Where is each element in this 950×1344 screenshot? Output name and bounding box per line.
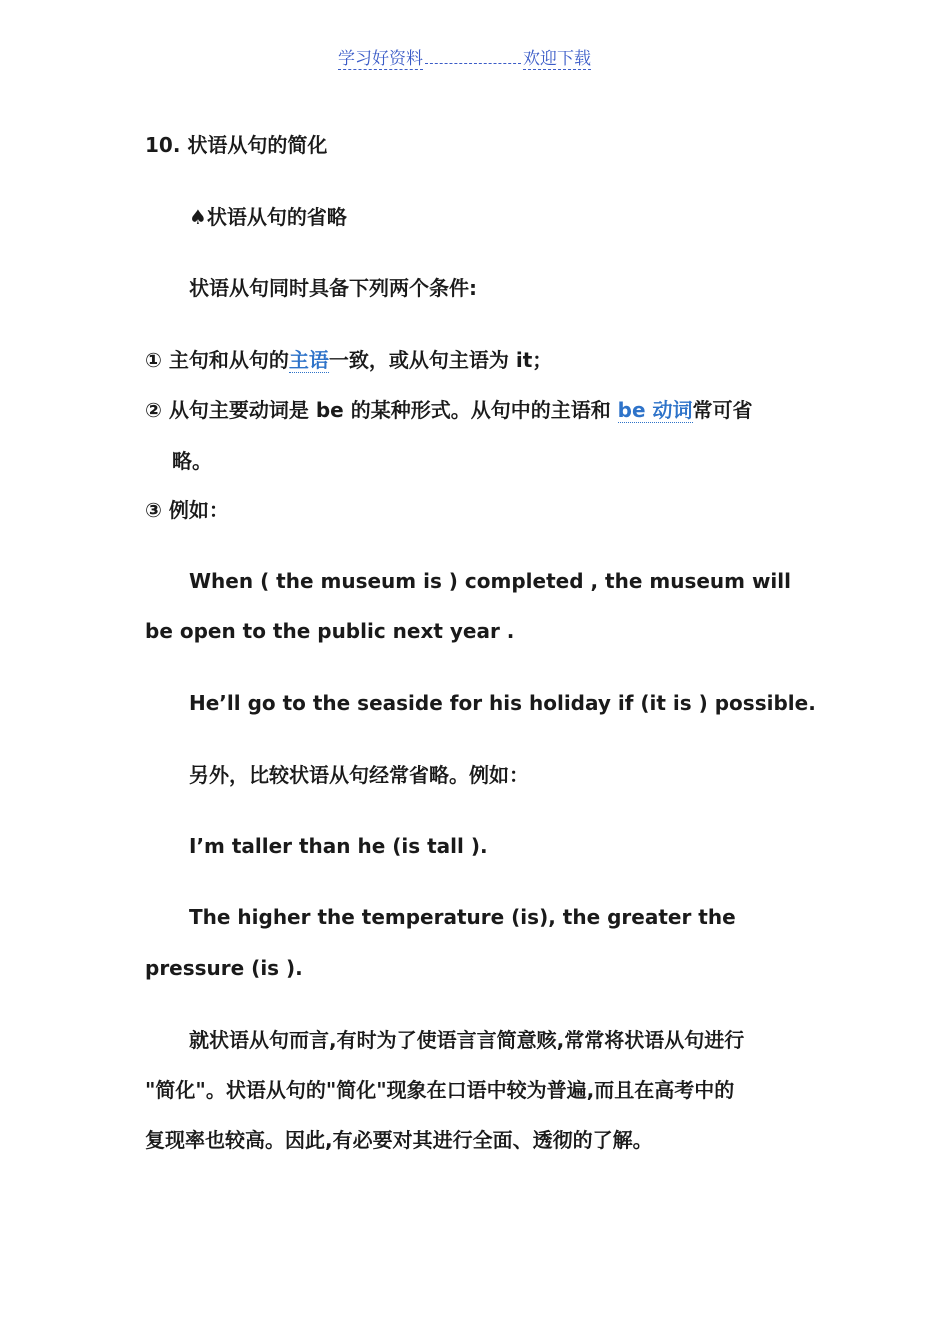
condition-2-text-b: 常可省 <box>692 398 753 422</box>
example-4-line-1: The higher the temperature (is), the greater the <box>189 905 736 929</box>
summary-line-1: 就状语从句而言,有时为了使语言言简意赅,常常将状语从句进行 <box>189 1028 745 1052</box>
be-verb-link[interactable]: be 动词 <box>617 398 693 422</box>
subject-link[interactable]: 主语 <box>288 348 329 372</box>
summary-line-3: 复现率也较高。因此,有必要对其进行全面、透彻的了解。 <box>145 1128 653 1152</box>
condition-1 <box>145 346 552 374</box>
comparison-note: 另外，比较状语从句经常省略。例如： <box>189 763 529 787</box>
section-subheading: ♠状语从句的省略 <box>189 205 347 229</box>
condition-2-text-a: ② 从句主要动词是 be 的某种形式。从句中的主语和 <box>145 398 618 422</box>
example-4-line-2: pressure (is ). <box>145 956 303 980</box>
example-1-line-2: be open to the public next year . <box>145 619 515 643</box>
example-3: I’m taller than he (is tall ). <box>189 834 488 858</box>
header-left-text: 学习好资料 <box>338 49 423 69</box>
condition-2-continued: 略。 <box>172 449 212 473</box>
condition-2 <box>145 396 753 424</box>
condition-1-text-a: ① 主句和从句的 <box>145 348 289 372</box>
page-header <box>338 44 591 69</box>
header-dash-line <box>425 62 521 64</box>
section-heading: 10. 状语从句的简化 <box>145 133 328 157</box>
example-1-line-1: When ( the museum is ) completed , the museum will <box>189 569 792 593</box>
condition-3: ③ 例如： <box>145 498 229 522</box>
intro-text: 状语从句同时具备下列两个条件: <box>189 276 477 300</box>
header-right-text: 欢迎下载 <box>523 49 591 69</box>
condition-1-text-b: 一致，或从句主语为 it； <box>328 348 553 372</box>
summary-line-2: "简化"。状语从句的"简化"现象在口语中较为普遍,而且在高考中的 <box>145 1078 735 1102</box>
example-2: He’ll go to the seaside for his holiday if (it is ) possible. <box>189 691 816 715</box>
